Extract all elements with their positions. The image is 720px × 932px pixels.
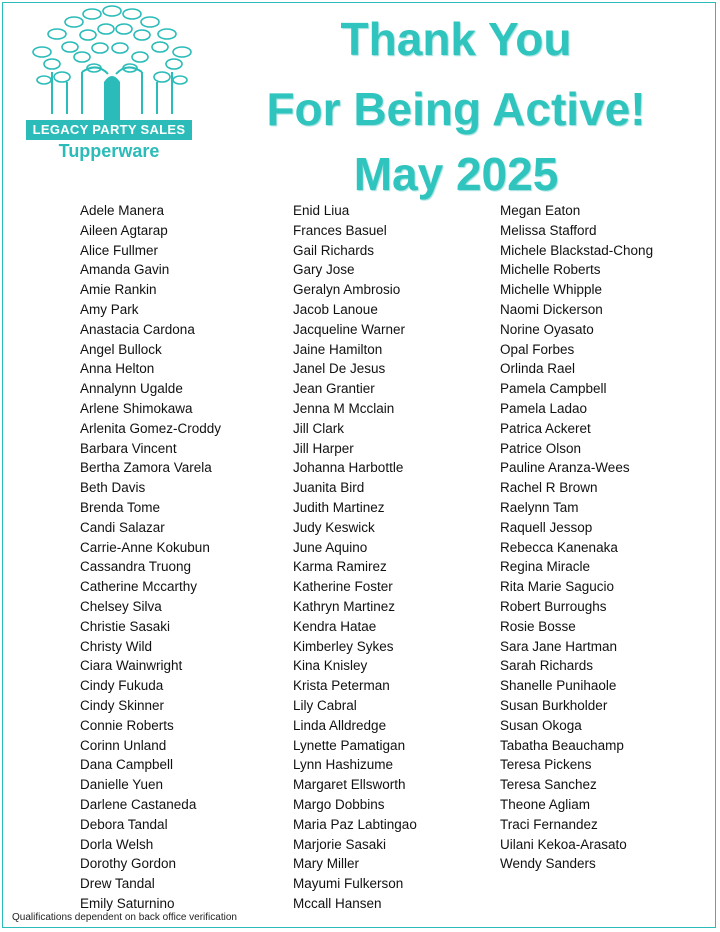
list-item: Judy Keswick <box>293 519 375 535</box>
list-item: Jacqueline Warner <box>293 321 406 337</box>
list-item: Margaret Ellsworth <box>293 777 406 793</box>
list-item: Chelsey Silva <box>80 598 162 614</box>
list-item: Amie Rankin <box>80 282 157 298</box>
list-item: Michele Blackstad-Chong <box>500 242 654 258</box>
list-item: Sara Jane Hartman <box>500 638 618 654</box>
list-item: Connie Roberts <box>80 717 174 733</box>
list-item: Cassandra Truong <box>80 559 192 575</box>
list-item: Gail Richards <box>293 242 375 258</box>
list-item: Raquell Jessop <box>500 519 593 535</box>
list-item: Sarah Richards <box>500 658 594 674</box>
list-item: Susan Okoga <box>500 717 582 733</box>
list-item: Patrica Ackeret <box>500 420 591 436</box>
list-item: Jill Harper <box>293 440 354 456</box>
list-item: Barbara Vincent <box>80 440 177 456</box>
list-item: Pauline Aranza-Wees <box>500 460 630 476</box>
logo-banner: LEGACY PARTY SALES <box>26 120 192 140</box>
list-item: Gary Jose <box>293 262 355 278</box>
name-column-2 <box>293 201 508 914</box>
list-item: Candi Salazar <box>80 519 165 535</box>
list-item: Linda Alldredge <box>293 717 387 733</box>
list-item: Amy Park <box>80 301 139 317</box>
list-item: Jean Grantier <box>293 381 375 397</box>
list-item: Arlenita Gomez-Croddy <box>80 420 222 436</box>
list-item: Rebecca Kanenaka <box>500 539 618 555</box>
list-item: Jill Clark <box>293 420 345 436</box>
list-item: Ciara Wainwright <box>80 658 183 674</box>
list-item: Marjorie Sasaki <box>293 836 387 852</box>
list-item: Orlinda Rael <box>500 361 576 377</box>
list-item: Judith Martinez <box>293 499 385 515</box>
list-item: Emily Saturnino <box>80 895 175 911</box>
list-item: Theone Agliam <box>500 796 591 812</box>
list-item: Enid Liua <box>293 203 350 218</box>
list-item: Brenda Tome <box>80 499 161 515</box>
list-item: June Aquino <box>293 539 368 555</box>
list-item: Regina Miracle <box>500 559 591 575</box>
list-item: Traci Fernandez <box>500 816 598 832</box>
list-item: Pamela Ladao <box>500 400 588 416</box>
list-item: Teresa Pickens <box>500 757 592 773</box>
list-item: Juanita Bird <box>293 480 365 496</box>
list-item: Corinn Unland <box>80 737 167 753</box>
list-item: Jaine Hamilton <box>293 341 383 357</box>
list-item: Megan Eaton <box>500 203 581 218</box>
list-item: Janel De Jesus <box>293 361 386 377</box>
list-item: Carrie-Anne Kokubun <box>80 539 210 555</box>
list-item: Uilani Kekoa-Arasato <box>500 836 627 852</box>
list-item: Kimberley Sykes <box>293 638 394 654</box>
heading-line-3: May 2025 <box>353 148 559 200</box>
list-item: Robert Burroughs <box>500 598 607 614</box>
list-item: Rachel R Brown <box>500 480 598 496</box>
list-item: Anna Helton <box>80 361 155 377</box>
heading-line-2: For Being Active! <box>266 83 646 135</box>
list-item: Patrice Olson <box>500 440 582 456</box>
heading-line-1: Thank You <box>340 13 572 65</box>
list-item: Cindy Skinner <box>80 697 165 713</box>
list-item: Rita Marie Sagucio <box>500 579 615 595</box>
logo-brand: Tupperware <box>58 141 160 161</box>
list-item: Beth Davis <box>80 480 146 496</box>
list-item: Debora Tandal <box>80 816 168 832</box>
list-item: Shanelle Punihaole <box>500 678 617 694</box>
list-item: Katherine Foster <box>293 579 393 595</box>
list-item: Angel Bullock <box>80 341 162 357</box>
list-item: Norine Oyasato <box>500 321 594 337</box>
list-item: Bertha Zamora Varela <box>80 460 212 476</box>
list-item: Michelle Whipple <box>500 282 603 298</box>
list-item: Aileen Agtarap <box>80 222 168 238</box>
list-item: Kendra Hatae <box>293 618 377 634</box>
list-item: Margo Dobbins <box>293 796 385 812</box>
list-item: Darlene Castaneda <box>80 796 197 812</box>
list-item: Rosie Bosse <box>500 618 576 634</box>
list-item: Tabatha Beauchamp <box>500 737 624 753</box>
list-item: Kathryn Martinez <box>293 598 396 614</box>
list-item: Jacob Lanoue <box>293 301 378 317</box>
list-item: Susan Burkholder <box>500 697 608 713</box>
list-item: Danielle Yuen <box>80 777 164 793</box>
list-item: Geralyn Ambrosio <box>293 282 401 298</box>
list-item: Alice Fullmer <box>80 242 159 258</box>
list-item: Mary Miller <box>293 856 359 872</box>
list-item: Lynn Hashizume <box>293 757 394 773</box>
list-item: Opal Forbes <box>500 341 575 357</box>
list-item: Arlene Shimokawa <box>80 400 193 416</box>
list-item: Lynette Pamatigan <box>293 737 406 753</box>
list-item: Kina Knisley <box>293 658 368 674</box>
list-item: Lily Cabral <box>293 697 357 713</box>
list-item: Krista Peterman <box>293 678 390 694</box>
list-item: Anastacia Cardona <box>80 321 195 337</box>
list-item: Michelle Roberts <box>500 262 601 278</box>
list-item: Adele Manera <box>80 203 165 218</box>
list-item: Christy Wild <box>80 638 153 654</box>
list-item: Karma Ramirez <box>293 559 387 575</box>
list-item: Jenna M Mcclain <box>293 400 395 416</box>
list-item: Cindy Fukuda <box>80 678 164 694</box>
list-item: Mayumi Fulkerson <box>293 876 404 892</box>
list-item: Raelynn Tam <box>500 499 579 515</box>
list-item: Catherine Mccarthy <box>80 579 198 595</box>
list-item: Pamela Campbell <box>500 381 607 397</box>
name-column-1 <box>80 201 295 914</box>
list-item: Maria Paz Labtingao <box>293 816 417 832</box>
list-item: Annalynn Ugalde <box>80 381 183 397</box>
list-item: Christie Sasaki <box>80 618 171 634</box>
list-item: Johanna Harbottle <box>293 460 404 476</box>
footnote: Qualifications dependent on back office verification <box>12 912 237 923</box>
list-item: Amanda Gavin <box>80 262 170 278</box>
list-item: Frances Basuel <box>293 222 387 238</box>
list-item: Wendy Sanders <box>500 856 596 872</box>
list-item: Dorla Welsh <box>80 836 154 852</box>
list-item: Teresa Sanchez <box>500 777 597 793</box>
list-item: Naomi Dickerson <box>500 301 603 317</box>
list-item: Dorothy Gordon <box>80 856 177 872</box>
list-item: Drew Tandal <box>80 876 155 892</box>
list-item: Melissa Stafford <box>500 222 597 238</box>
list-item: Mccall Hansen <box>293 895 382 911</box>
name-column-3 <box>500 201 715 874</box>
list-item: Dana Campbell <box>80 757 174 773</box>
